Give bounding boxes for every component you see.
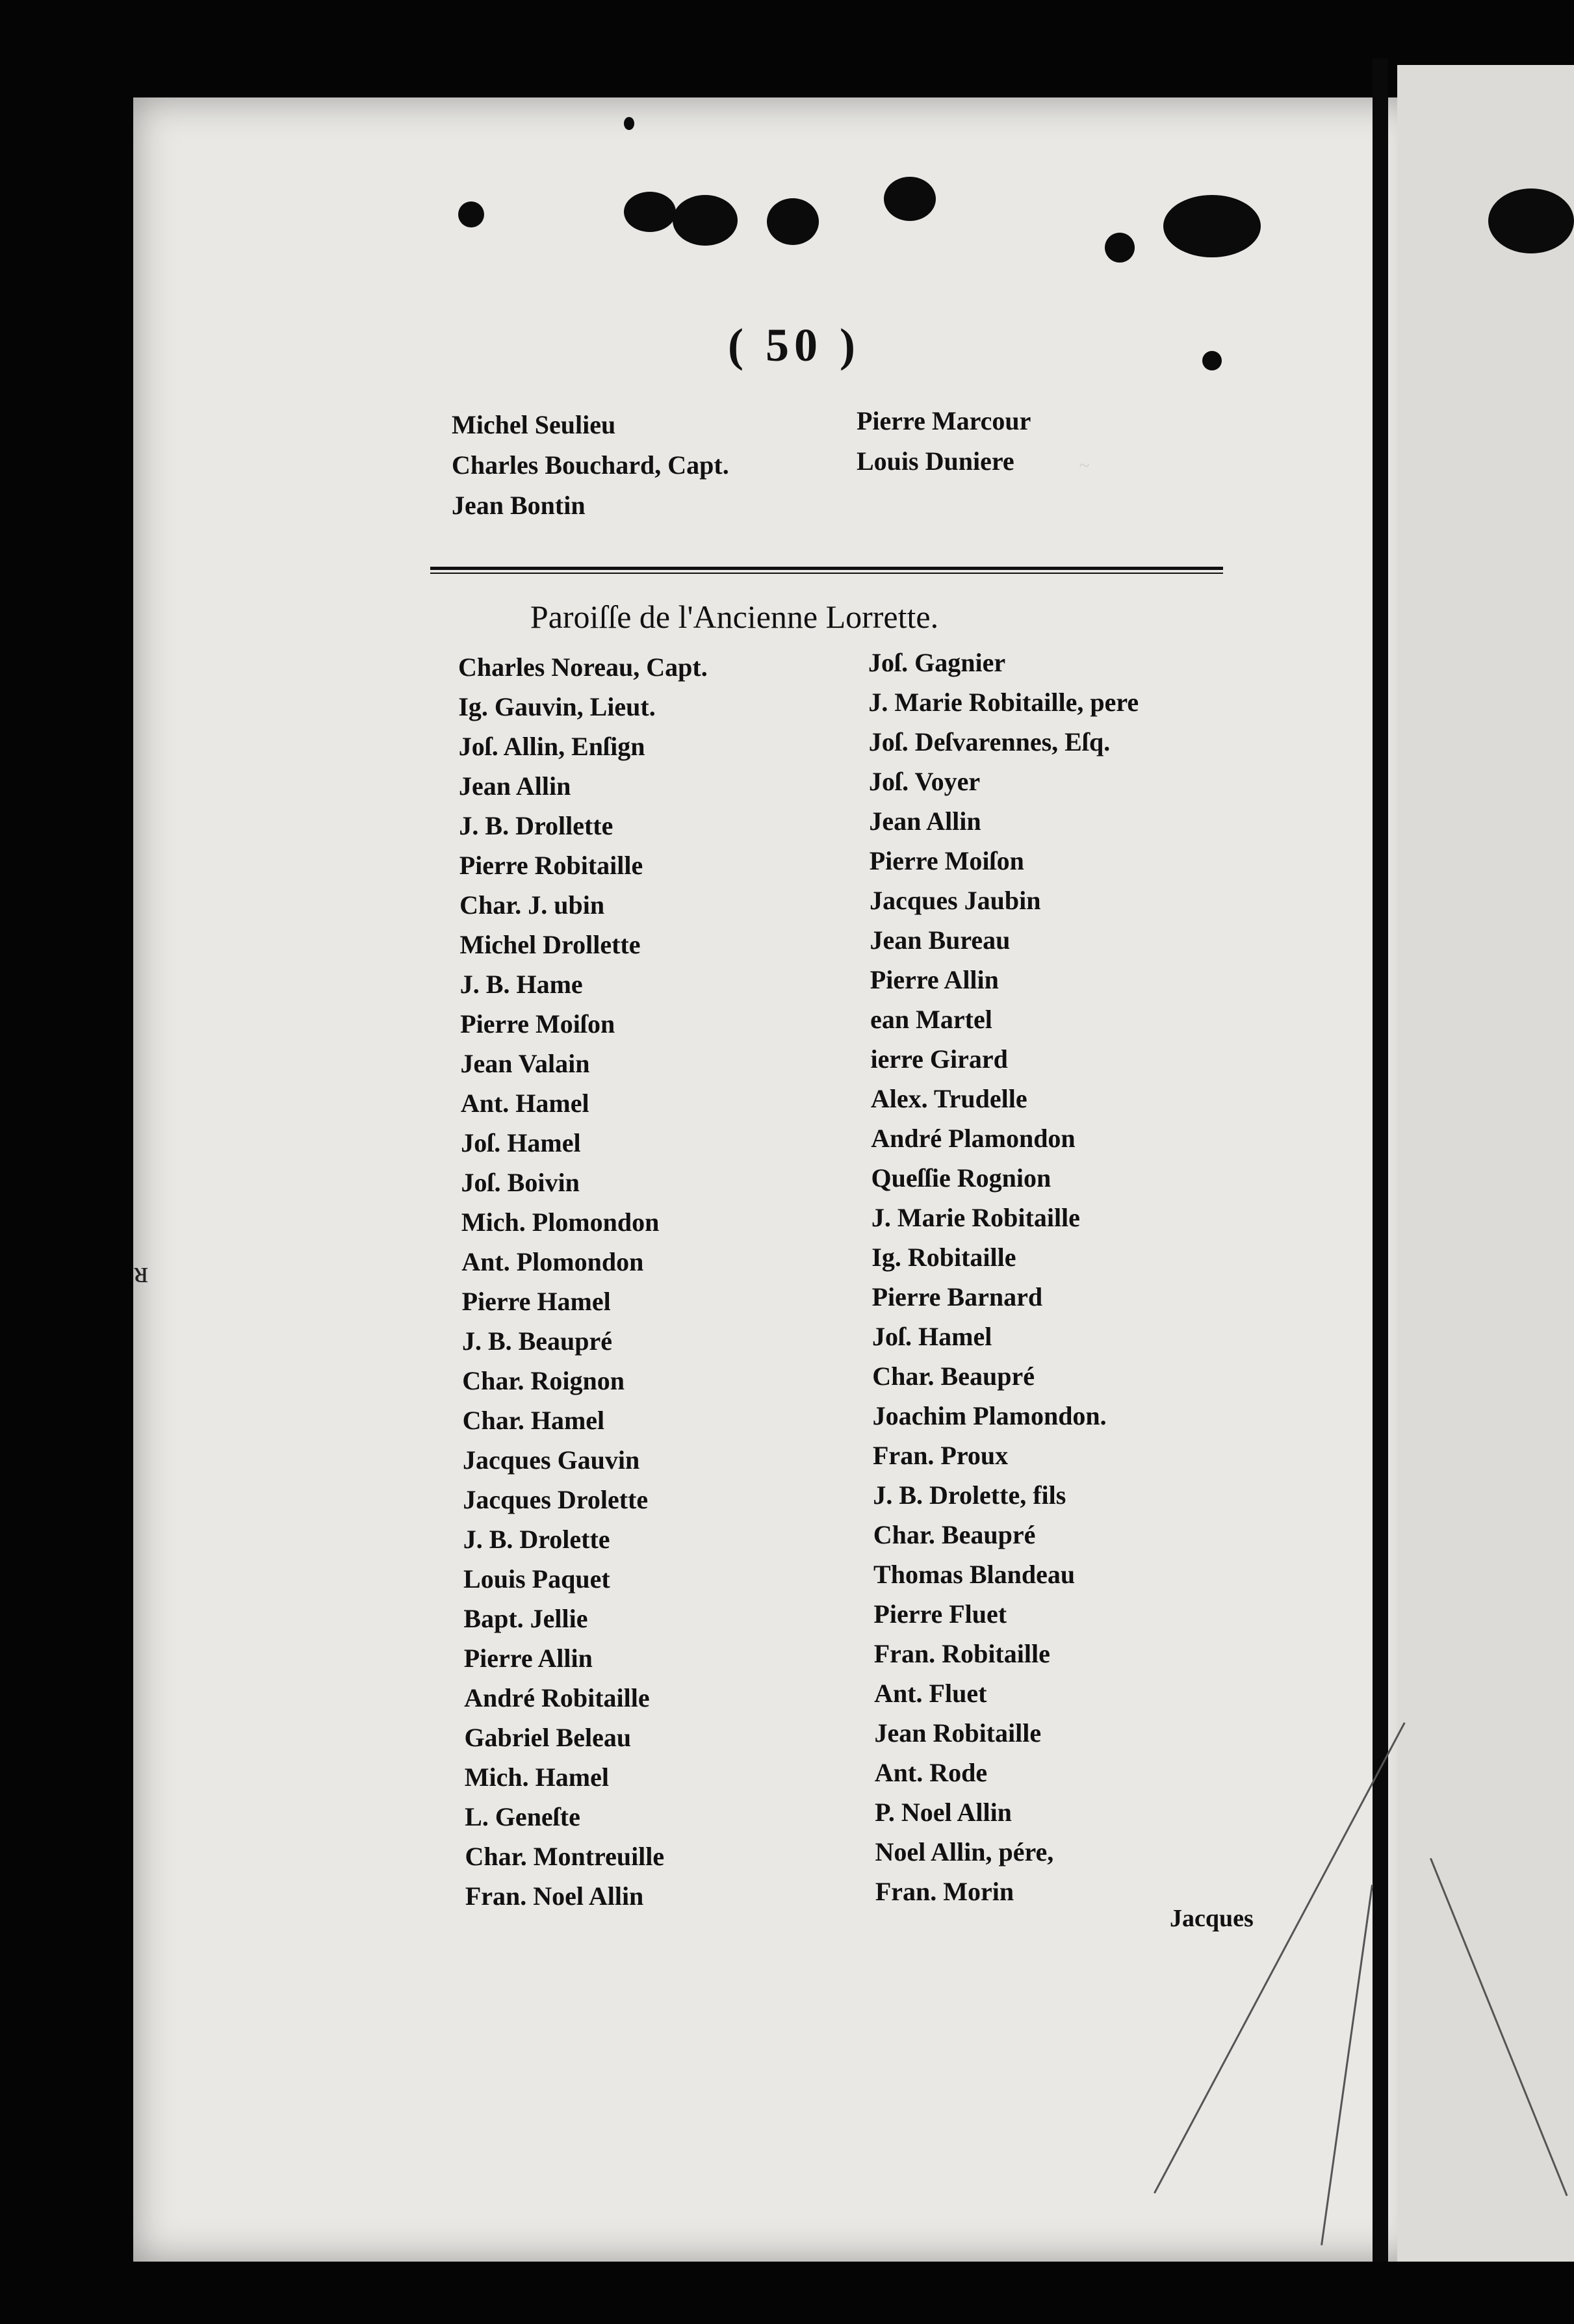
right-column-name: Thomas Blandeau <box>873 1560 1076 1589</box>
right-column-name: Queſſie Rognion <box>871 1163 1051 1193</box>
left-column-name: Bapt. Jellie <box>463 1604 588 1633</box>
right-column-name: J. B. Drolette, fils <box>873 1480 1066 1510</box>
left-column-name: Jacques Drolette <box>463 1485 649 1514</box>
top-right-name: Louis Duniere <box>857 446 1014 476</box>
right-column-name: André Plamondon <box>871 1124 1076 1153</box>
left-column-name: J. B. Hame <box>459 970 583 999</box>
right-column-name: Ig. Robitaille <box>871 1243 1016 1272</box>
top-right-name: Pierre Marcour <box>857 406 1031 435</box>
left-column-name: Charles Noreau, Capt. <box>458 652 708 682</box>
left-column-name: Jean Valain <box>460 1049 590 1078</box>
document-page <box>133 97 1420 2262</box>
ink-blot <box>624 117 634 130</box>
left-column-name: Jean Allin <box>459 771 571 801</box>
left-column-name: Fran. Noel Allin <box>465 1881 644 1911</box>
right-column-name: Joſ. Deſvarennes, Eſq. <box>868 727 1111 756</box>
left-column-name: Pierre Moiſon <box>460 1009 615 1039</box>
left-column-name: Char. Montreuille <box>465 1842 665 1871</box>
left-column-name: Ig. Gauvin, Lieut. <box>458 692 656 721</box>
ink-blot <box>673 195 738 246</box>
left-column-name: Louis Paquet <box>463 1564 610 1594</box>
page-gutter <box>1373 58 1388 2268</box>
right-column-name: Jean Bureau <box>870 925 1011 955</box>
ink-blot <box>1488 188 1574 253</box>
left-column-name: J. B. Drolette <box>463 1525 610 1554</box>
margin-mark: ᴚ <box>134 1255 149 1289</box>
right-column-name: ierre Girard <box>870 1044 1008 1074</box>
right-column-name: Noel Allin, pére, <box>875 1837 1054 1866</box>
left-column-name: Gabriel Beleau <box>464 1723 632 1752</box>
left-column-name: L. Geneſte <box>465 1802 580 1831</box>
ink-blot <box>884 177 936 221</box>
right-column-name: Ant. Rode <box>874 1758 988 1787</box>
catchword: Jacques <box>1170 1905 1254 1932</box>
right-column-name: Joſ. Hamel <box>871 1322 992 1351</box>
facing-page-edge <box>1397 65 1574 2262</box>
ink-blot <box>458 201 484 227</box>
top-left-name: Charles Bouchard, Capt. <box>452 450 729 480</box>
right-column-name: Pierre Moiſon <box>869 846 1024 875</box>
top-left-name: Michel Seulieu <box>452 410 616 439</box>
right-column-name: Alex. Trudelle <box>870 1084 1027 1113</box>
left-column-name: Mich. Hamel <box>464 1762 609 1792</box>
top-left-name: Jean Bontin <box>452 491 586 520</box>
left-column-name: Joſ. Allin, Enſign <box>458 732 645 761</box>
right-column-name: Jean Robitaille <box>874 1718 1042 1748</box>
ink-blot <box>1202 351 1222 370</box>
left-column-name: Pierre Hamel <box>461 1287 611 1316</box>
right-column-name: Fran. Proux <box>873 1441 1009 1470</box>
right-column-name: Pierre Fluet <box>873 1599 1007 1629</box>
left-column-name: Ant. Plomondon <box>461 1247 644 1276</box>
left-column-name: J. B. Drollette <box>459 811 613 840</box>
right-column-name: Joſ. Voyer <box>869 767 981 796</box>
left-column-name: Char. Hamel <box>462 1406 605 1435</box>
left-column-name: Ant. Hamel <box>460 1089 589 1118</box>
left-column-name: J. B. Beaupré <box>461 1326 613 1356</box>
right-column-name: Joachim Plamondon. <box>872 1401 1107 1430</box>
scan-border <box>0 2262 1574 2324</box>
section-title: Paroiſſe de l'Ancienne Lorrette. <box>530 599 939 635</box>
right-column-name: Char. Beaupré <box>872 1362 1035 1391</box>
right-column-name: ean Martel <box>870 1005 992 1034</box>
right-column-name: Pierre Barnard <box>871 1282 1043 1311</box>
ink-blot <box>624 192 676 232</box>
left-column-name: Char. Roignon <box>462 1366 625 1395</box>
right-column-name: Joſ. Gagnier <box>868 648 1006 677</box>
section-divider-thin <box>430 573 1223 574</box>
ink-blot <box>1105 233 1135 263</box>
right-column-name: J. Marie Robitaille <box>871 1203 1080 1232</box>
left-column-name: Joſ. Hamel <box>461 1128 581 1157</box>
right-column-name: Fran. Morin <box>875 1877 1014 1906</box>
left-column-name: Mich. Plomondon <box>461 1207 660 1237</box>
section-divider <box>430 567 1223 570</box>
left-column-name: Pierre Robitaille <box>459 851 643 880</box>
right-column-name: Ant. Fluet <box>874 1679 987 1708</box>
left-column-name: Jacques Gauvin <box>463 1445 640 1475</box>
left-column-name: Pierre Allin <box>463 1644 593 1673</box>
left-column-name: Joſ. Boivin <box>461 1168 580 1197</box>
bleed-through: ~ <box>1079 455 1090 476</box>
right-column-name: Fran. Robitaille <box>873 1639 1050 1668</box>
page-number: ( 50 ) <box>728 319 860 371</box>
right-column-name: Pierre Allin <box>870 965 999 994</box>
left-column-name: Michel Drollette <box>459 930 641 959</box>
right-column-name: Jean Allin <box>869 807 981 836</box>
left-column-name: André Robitaille <box>464 1683 650 1712</box>
ink-blot <box>767 198 819 245</box>
ink-blot <box>1163 195 1261 257</box>
right-column-name: J. Marie Robitaille, pere <box>868 688 1139 717</box>
right-column-name: P. Noel Allin <box>875 1798 1012 1827</box>
right-column-name: Jacques Jaubin <box>870 886 1041 915</box>
left-column-name: Char. J. ubin <box>459 890 605 920</box>
right-column-name: Char. Beaupré <box>873 1520 1036 1549</box>
